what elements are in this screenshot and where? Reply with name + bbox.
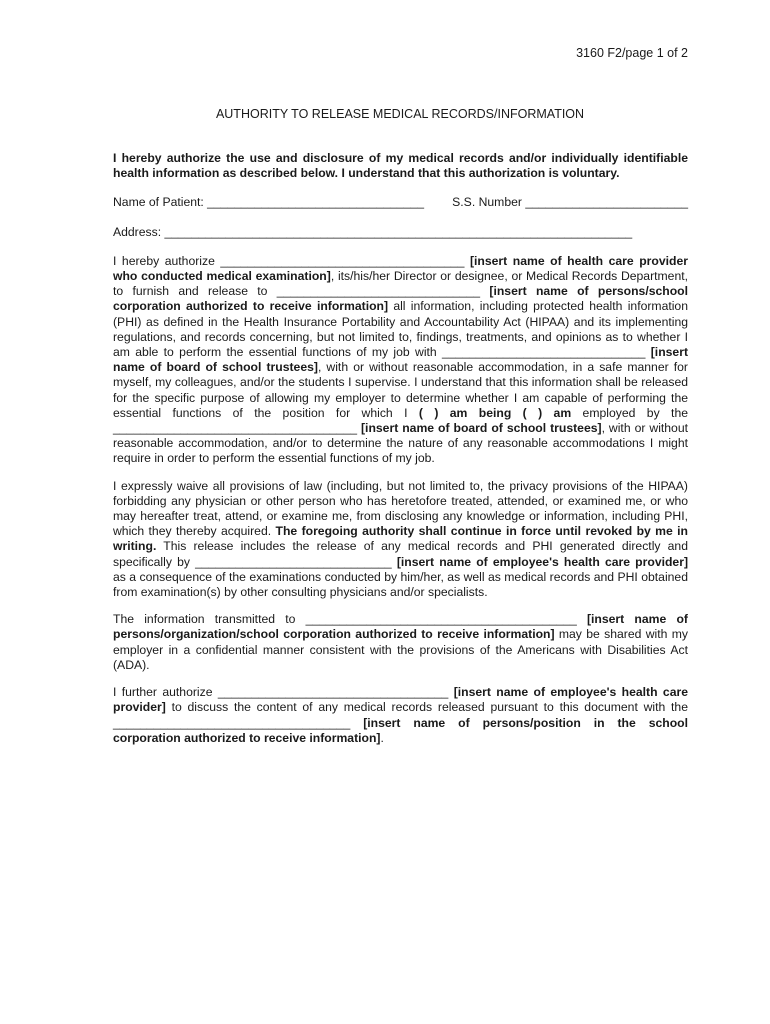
authorization-paragraph [113, 254, 688, 467]
waiver-paragraph [113, 479, 688, 601]
para2-bold-2: [insert name of employee's health care provider] [396, 554, 689, 569]
intro-paragraph [113, 151, 688, 181]
para1-bold-3: [insert name of board of school trustees] [113, 345, 688, 375]
para1-bold-2: [insert name of persons/school corporation authorized to receive information] [113, 284, 688, 314]
para4-text-2: to discuss the content of any medical records released pursuant to this document with the ___________________________________ [113, 700, 688, 730]
document-body [113, 151, 688, 746]
para1-text-3: all information, including protected health information (PHI) as defined in the Health Insurance Portability and Accountability Act (HIPAA) and its implementing regulations, and records concerning, but not limited to, findings, treatments, and opinions as to whether I am able to perform the essential functions of my job with ______________________________ [113, 299, 688, 360]
para1-text-5: employed by the ____________________________________ [113, 405, 688, 436]
para1-text-2: , its/his/her Director or designee, or Medical Records Department, to furnish and release to ______________________________ [113, 269, 689, 299]
para4-text-3: . [380, 730, 384, 745]
para2-bold-1: The foregoing authority shall continue in force until revoked by me in writing. [113, 524, 689, 554]
patient-row [113, 195, 688, 210]
further-authorization-paragraph [113, 685, 688, 746]
para1-bold-1: [insert name of health care provider who conducted medical examination] [113, 253, 688, 284]
para1-text-4: , with or without reasonable accommodation, in a safe manner for myself, my colleagues, and/or the students I supervise. I understand that this information shall be released for the specific purpose of allowing my employer to determine whether I am capable of performing the essential functions of the position for which I [113, 360, 688, 420]
para1-text-6: , with or without reasonable accommodation, and/or to determine the nature of any reasonable accommodations I might require in order to perform the essential functions of my job. [113, 421, 689, 466]
para2-text-3: as a consequence of the examinations conducted by him/her, as well as medical records and PHI obtained from examination(s) by other consulting physicians and/or specialists. [113, 569, 688, 600]
para4-bold-1: [insert name of employee's health care provider] [113, 685, 688, 715]
para1-bold-5: [insert name of board of school trustees] [361, 421, 602, 436]
document-title: AUTHORITY TO RELEASE MEDICAL RECORDS/INFORMATION [215, 107, 585, 121]
para3-text-2: may be shared with my employer in a confidential manner consistent with the provisions of the Americans with Disabilities Act (ADA). [113, 627, 688, 672]
para3-text-1: The information transmitted to ________________________________________ [113, 612, 587, 627]
para2-text-1: I expressly waive all provisions of law (including, but not limited to, the privacy provisions of the HIPAA) forbidding any physician or other person who has heretofore treated, attended, or examined me, or who may hereafter treat, attend, or examine me, from disclosing any knowledge or information, including PHI, which they thereby acquired. [113, 478, 688, 539]
page-number: 3160 F2/page 1 of 2 [576, 46, 688, 60]
para4-bold-2: [insert name of persons/position in the school corporation authorized to receive information] [113, 715, 688, 745]
para1-text-1: I hereby authorize ____________________________________ [113, 253, 470, 268]
address-field: Address: _____________________________________________________________________ [113, 224, 633, 239]
intro-text: I hereby authorize the use and disclosure of my medical records and/or individually identifiable health information as described below. I understand that this authorization is voluntary. [113, 151, 688, 181]
para1-bold-4: ( ) am being ( ) am [418, 405, 572, 420]
para2-text-2: This release includes the release of any medical records and PHI generated directly and specifically by _____________________________ [113, 539, 688, 569]
para3-bold-1: [insert name of persons/organization/school corporation authorized to receive information] [113, 612, 688, 642]
ss-number-field: S.S. Number ________________________ [452, 195, 688, 210]
patient-name-field: Name of Patient: ________________________________ [113, 195, 425, 210]
transmittal-paragraph [113, 612, 688, 673]
para4-text-1: I further authorize __________________________________ [113, 685, 454, 700]
